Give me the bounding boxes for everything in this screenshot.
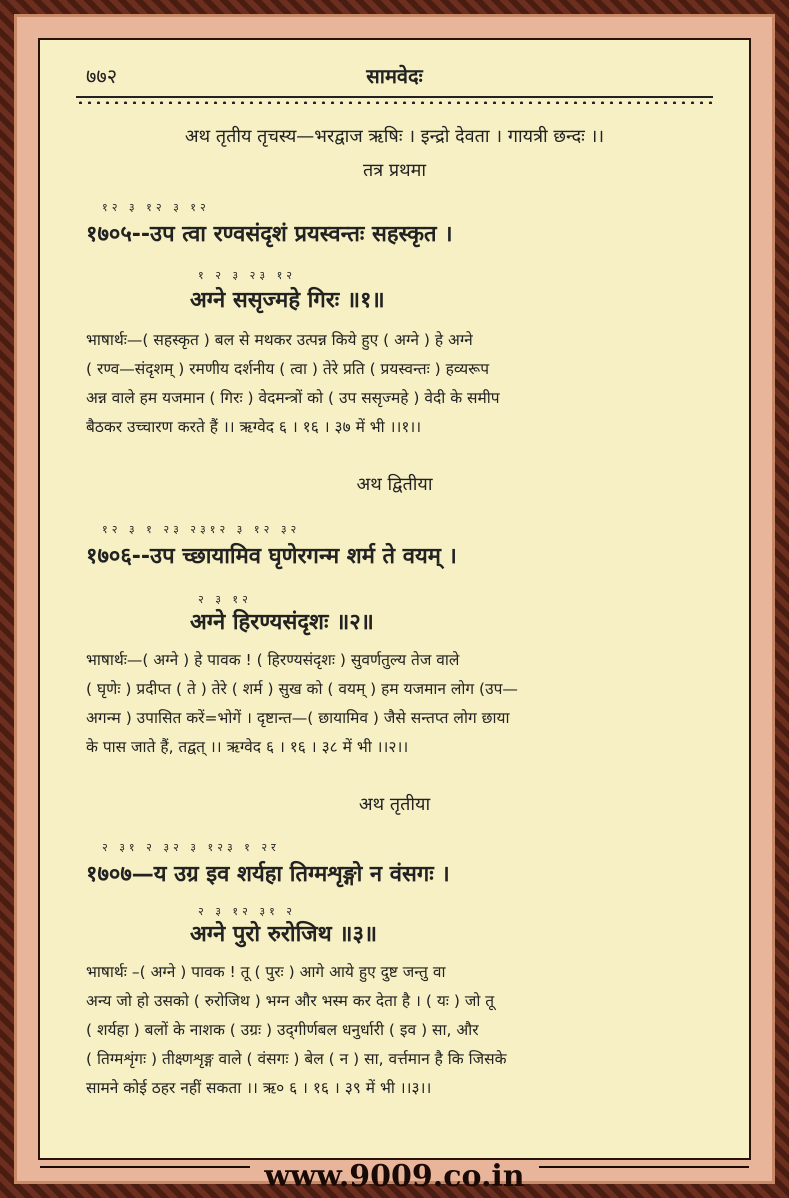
mantra-line: अग्ने पुरो रुरोजिथ ॥३॥ bbox=[190, 922, 378, 947]
verse-heading: तत्र प्रथमा bbox=[362, 160, 427, 181]
bhashya-line: भाषार्थः –( अग्ने ) पावक ! तू ( पुरः ) आगे आये हुए दुष्ट जन्तु वा bbox=[86, 963, 446, 981]
bhashya-line: भाषार्थः—( अग्ने ) हे पावक ! ( हिरण्यसंदृशः ) सुवर्णतुल्य तेज वाले bbox=[86, 651, 460, 669]
bhashya-line: ( तिग्मशृंगः ) तीक्ष्णशृङ्ग वाले ( वंसगः ) बेल ( न ) सा, वर्त्तमान है कि जिसके bbox=[86, 1050, 507, 1068]
accent-marks: २ ३१ २ ३२ ३ १२३ १ २र bbox=[102, 841, 280, 854]
bhashya-line: ( रण्व—संदृशम् ) रमणीय दर्शनीय ( त्वा ) तेरे प्रति ( प्रयस्वन्तः ) हव्यरूप bbox=[86, 360, 490, 378]
verse-heading: अथ द्वितीया bbox=[356, 474, 433, 495]
bhashya-line: ( घृणेः ) प्रदीप्त ( ते ) तेरे ( शर्म ) सुख को ( वयम् ) हम यजमान लोग (उप— bbox=[86, 680, 518, 698]
accent-marks: १२ ३ १२ ३ १२ bbox=[102, 201, 210, 214]
mantra-line: अग्ने हिरण्यसंदृशः ॥२॥ bbox=[190, 610, 374, 635]
bhashya-line: अगन्म ) उपासित करें=भोगें । दृष्टान्त—( छायामिव ) जैसे सन्तप्त लोग छाया bbox=[86, 709, 510, 727]
chapter-intro: अथ तृतीय तृचस्य—भरद्वाज ऋषिः । इन्द्रो देवता । गायत्री छन्दः ।। bbox=[184, 126, 605, 147]
verse-heading: अथ तृतीया bbox=[358, 794, 431, 815]
accent-marks: २ ३ १२ bbox=[198, 593, 252, 606]
bhashya-line: भाषार्थः—( सहस्कृत ) बल से मथकर उत्पन्न किये हुए ( अग्ने ) हे अग्ने bbox=[86, 331, 473, 349]
page-header-title: सामवेदः bbox=[366, 64, 423, 88]
bhashya-line: के पास जाते हैं, तद्वत् ।। ऋग्वेद ६ । १६ । ३८ में भी ।।२।। bbox=[86, 738, 409, 756]
accent-marks: १२ ३ १ २३ २३१२ ३ १२ ३२ bbox=[102, 523, 301, 536]
bhashya-line: अन्य जो हो उसको ( रुरोजिथ ) भग्न और भस्म कर देता है । ( यः ) जो तू bbox=[86, 992, 495, 1010]
header-divider bbox=[76, 96, 713, 104]
page-number: ७७२ bbox=[86, 64, 118, 88]
mantra-line: अग्ने ससृज्महे गिरः ॥१॥ bbox=[190, 288, 385, 313]
bhashya-line: सामने कोई ठहर नहीं सकता ।। ऋ० ६ । १६ । ३९ में भी ।।३।। bbox=[86, 1079, 432, 1097]
mantra-line: १७०७—य उग्र इव शर्यहा तिग्मशृङ्गो न वंसगः । bbox=[86, 862, 450, 887]
bhashya-paragraph bbox=[86, 646, 714, 762]
bhashya-line: बैठकर उच्चारण करते हैं ।। ऋग्वेद ६ । १६ । ३७ में भी ।।१।। bbox=[86, 418, 422, 436]
accent-marks: २ ३ १२ ३१ २ bbox=[198, 905, 297, 918]
mantra-line: १७०६--उप च्छायामिव घृणेरगन्म शर्म ते वयम् । bbox=[86, 544, 457, 569]
scripture-page bbox=[38, 38, 751, 1160]
mantra-line: १७०५--उप त्वा रण्वसंदृशं प्रयस्वन्तः सहस्कृत । bbox=[86, 222, 453, 247]
bhashya-paragraph bbox=[86, 958, 714, 1103]
bhashya-line: अन्न वाले हम यजमान ( गिरः ) वेदमन्त्रों को ( उप ससृज्महे ) वेदी के समीप bbox=[86, 389, 500, 407]
accent-marks: १ २ ३ २३ १२ bbox=[198, 269, 297, 282]
footer-website-link[interactable]: www.9009.co.in bbox=[264, 1159, 525, 1194]
bhashya-line: ( शर्यहा ) बलों के नाशक ( उग्रः ) उद्‌गीर्णबल धनुर्धारी ( इव ) सा, और bbox=[86, 1021, 479, 1039]
bhashya-paragraph bbox=[86, 326, 714, 442]
